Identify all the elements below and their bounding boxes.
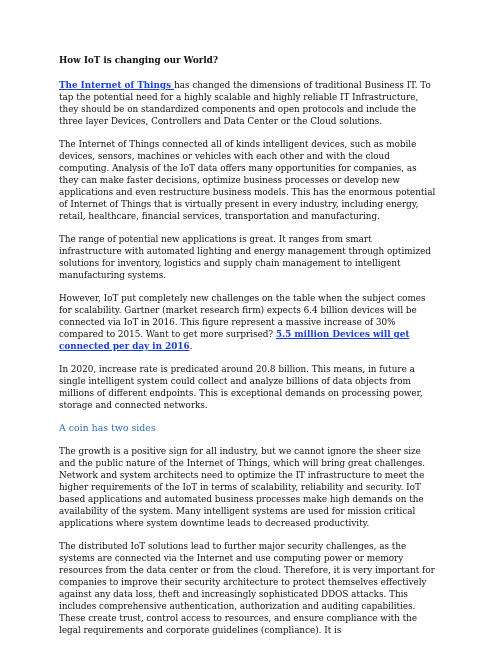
devices-per-day-link[interactable]: 5.5 million Devices will get connected per day in 2016	[59, 330, 410, 352]
section-heading: A coin has two sides	[59, 423, 156, 434]
paragraph-applications: The range of potential new applications is great. It ranges from smart infrastructure with automated lighting and energy management through optimized solutions for inventory, logistics and supply chain management to intelligent manufacturing systems.	[59, 235, 431, 281]
paragraph-intro	[59, 80, 437, 128]
paragraph-connected-devices: The Internet of Things connected all of kinds intelligent devices, such as mobile devices, sensors, machines or vehicles with each other and with the cloud computing. Analysis of the IoT data offers many opportunities for companies, as they can make faster decisions, optimize business processes or develop new applications and even restructure business models. This has the enormous potential of Internet of Things that is virtually present in every industry, including energy, retail, healthcare, financial services, transportation and manufacturing.	[59, 140, 436, 222]
internet-of-things-link[interactable]: The Internet of Things	[59, 81, 175, 91]
paragraph-2020-forecast: In 2020, increase rate is predicated around 20.8 billion. This means, in future a single intelligent system could collect and analyze billions of data objects from millions of different endpoints. This is exceptional demands on processing power, storage and connected networks.	[59, 365, 423, 411]
paragraph-intro-text: has changed the dimensions of traditional Business IT. To tap the potential need for a highly scalable and highly reliable IT Infrastructure, they should be on standardized components and open protocols and include the three layer Devices, Controllers and Data Center or the Cloud solutions.	[59, 81, 431, 127]
document-title: How IoT is changing our World?	[59, 56, 218, 66]
paragraph-scalability	[59, 293, 437, 353]
paragraph-scalability-end: .	[189, 342, 193, 352]
paragraph-scalability-text: However, IoT put completely new challenges on the table when the subject comes for scalability. Gartner (market research firm) expects 6.4 billion devices will be connected via IoT in 2016. This figure represent a massive increase of 30% compared to 2015. Want to get more surprised?	[59, 294, 426, 340]
paragraph-growth: The growth is a positive sign for all industry, but we cannot ignore the sheer size and the public nature of the Internet of Things, which will bring great challenges. Network and system architects need to optimize the IT infrastructure to meet the higher requirements of the IoT in terms of scalability, reliability and security. IoT based applications and automated business processes make high demands on the availability of the system. Many intelligent systems are used for mission critical applications where system downtime leads to decreased productivity.	[59, 447, 426, 529]
paragraph-security: The distributed IoT solutions lead to further major security challenges, as the systems are connected via the Internet and use computing power or memory resources from the data center or from the cloud. Therefore, it is very important for companies to improve their security architecture to protect themselves effectively against any data loss, theft and increasingly sophisticated DDOS attacks. This includes comprehensive authentication, authorization and auditing capabilities. These create trust, control access to resources, and ensure compliance with the legal requirements and corporate guidelines (compliance). It is	[59, 542, 435, 636]
document-page	[59, 55, 437, 648]
